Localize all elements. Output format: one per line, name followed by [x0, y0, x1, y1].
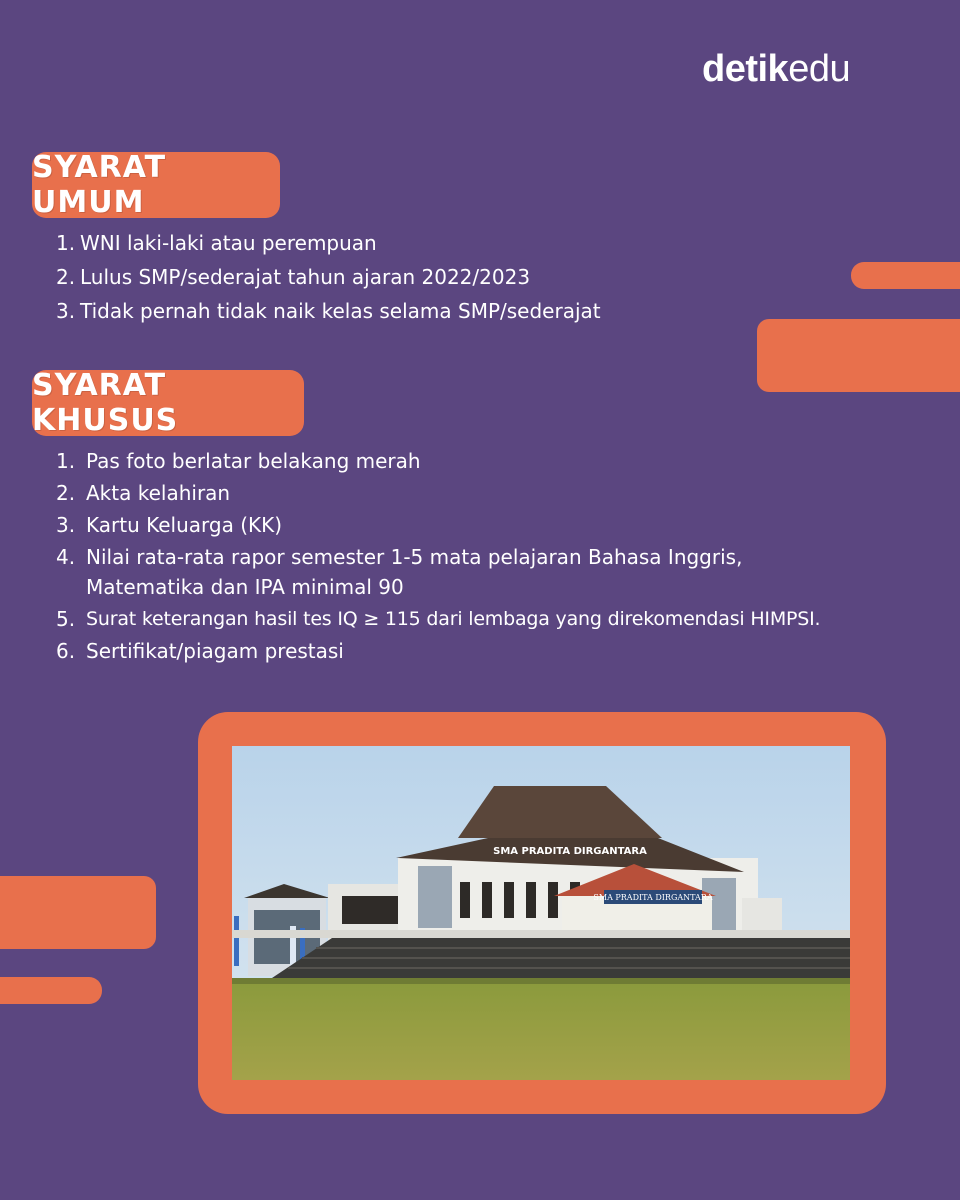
list-item-text: Surat keterangan hasil tes IQ ≥ 115 dari lembaga yang direkomendasi HIMPSI. — [86, 608, 821, 630]
list-item — [56, 226, 756, 260]
brand-logo-light: edu — [788, 48, 851, 90]
section-title-syarat-umum: SYARAT UMUM — [32, 152, 280, 218]
syarat-khusus-list — [56, 446, 936, 668]
list-item-number: 3. — [56, 513, 76, 537]
list-item-number: 4. — [56, 545, 76, 569]
list-item-number: 1. — [56, 231, 76, 255]
list-item-text: WNI laki-laki atau perempuan — [80, 231, 377, 255]
roof-lettering: SMA PRADITA DIRGANTARA — [493, 846, 647, 857]
list-item — [56, 510, 936, 540]
list-item-number: 3. — [56, 299, 76, 323]
section-title-syarat-khusus: SYARAT KHUSUS — [32, 370, 304, 436]
school-building-illustration — [232, 746, 850, 1080]
list-item-text: Kartu Keluarga (KK) — [86, 513, 283, 537]
list-item-text: Lulus SMP/sederajat tahun ajaran 2022/2023 — [80, 265, 531, 289]
building-sign: SMA PRADITA DIRGANTARA — [593, 893, 713, 902]
list-item-text: Pas foto berlatar belakang merah — [86, 449, 421, 473]
list-item-number: 6. — [56, 639, 76, 663]
list-item — [56, 604, 936, 634]
list-item — [56, 260, 756, 294]
decor-bar-left-large — [0, 876, 156, 949]
list-item-text: Akta kelahiran — [86, 481, 231, 505]
list-item — [56, 478, 936, 508]
list-item-text: Tidak pernah tidak naik kelas selama SMP/sederajat — [80, 299, 601, 323]
list-item — [56, 446, 936, 476]
brand-logo-bold: detik — [702, 48, 789, 90]
decor-bar-right-small — [851, 262, 960, 289]
list-item — [56, 294, 756, 328]
list-item — [56, 636, 936, 666]
school-building-photo — [232, 746, 850, 1080]
list-item-number: 1. — [56, 449, 76, 473]
list-item-number: 2. — [56, 481, 76, 505]
list-item-text: Sertifikat/piagam prestasi — [86, 639, 344, 663]
decor-bar-left-small — [0, 977, 102, 1004]
list-item-number: 5. — [56, 607, 76, 631]
decor-bar-right-large — [757, 319, 960, 392]
syarat-umum-list — [56, 226, 756, 328]
list-item — [56, 542, 786, 602]
brand-logo — [702, 48, 850, 91]
list-item-text: Nilai rata-rata rapor semester 1-5 mata pelajaran Bahasa Inggris, Matematika dan IPA minimal 90 — [86, 545, 743, 599]
photo-frame — [198, 712, 886, 1114]
list-item-number: 2. — [56, 265, 76, 289]
